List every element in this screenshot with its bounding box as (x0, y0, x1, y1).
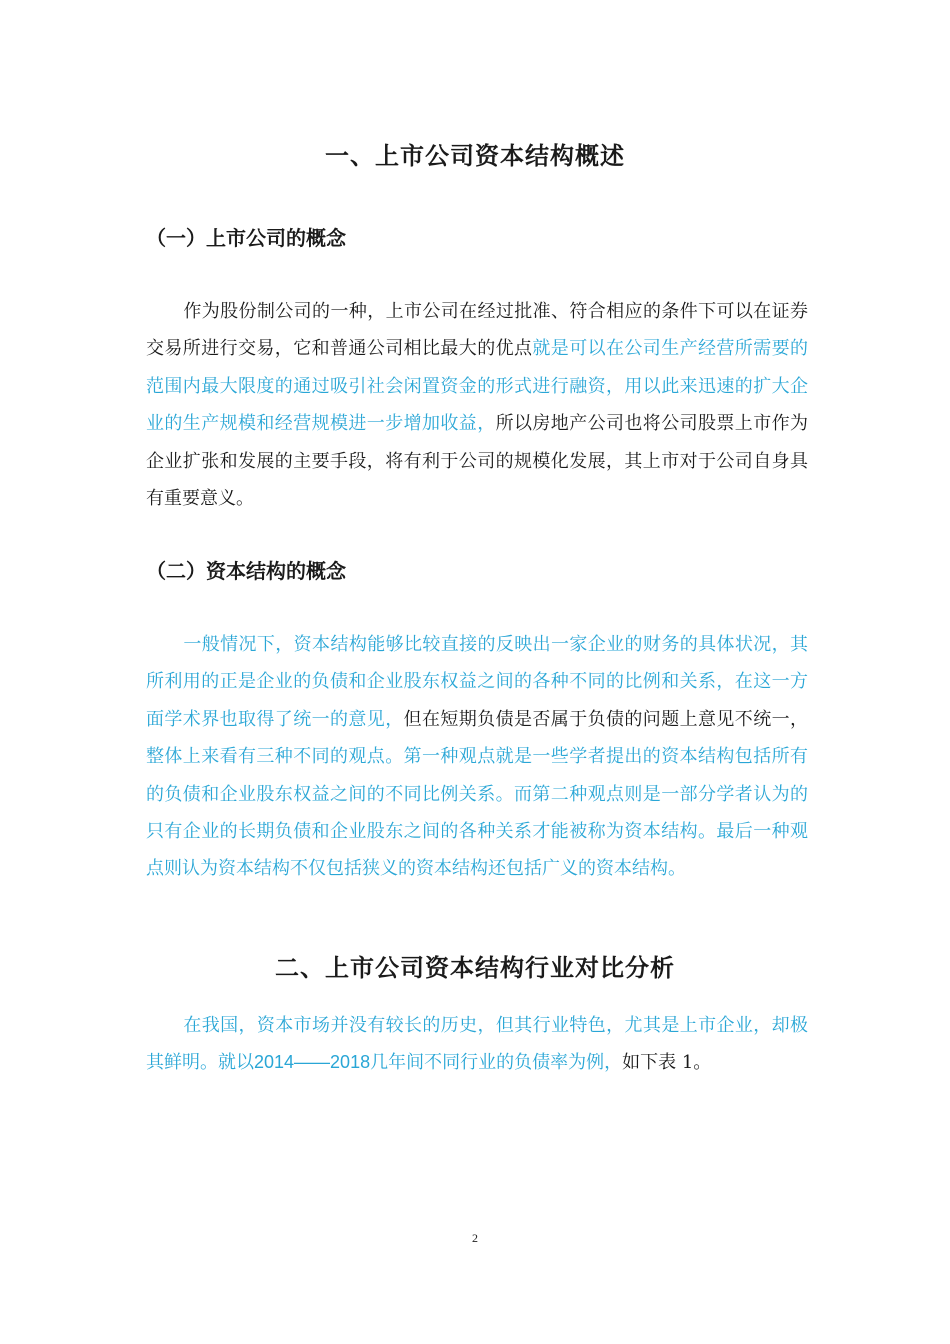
paragraph-text-highlighted: 一般情况下，资本结构能够比较直接的反映出一家企业的财务的具体状况，其所利用的正是企业的负债和企业股东权益之间的各种不同的比例和关系，在这一方面学术界也取得了统一的意见， (146, 634, 808, 730)
subsection1-heading: （一）上市公司的概念 (146, 226, 346, 250)
paragraph-text-highlighted: 在我国，资本市场并没有较长的历史，但其行业特色，尤其是上市企业，却极其鲜明。就以 (146, 1015, 808, 1074)
section2-title: 二、上市公司资本结构行业对比分析 (275, 954, 675, 982)
section1-title: 一、上市公司资本结构概述 (325, 142, 625, 170)
paragraph-text-highlighted: 整体上来看有三种不同的观点。第一种观点就是一些学者提出的资本结构包括所有的负债和企业股东权益之间的不同比例关系。而第二种观点则是一部分学者认为的只有企业的长期负债和企业股东之间的各种关系才能被称为资本结构。最后一种观点则认为资本结构不仅包括狭义的资本结构还包括广义的资本结构。 (146, 746, 808, 880)
paragraph-listed-company-concept (146, 293, 808, 517)
paragraph-years: 2014——2018 (254, 1052, 371, 1073)
paragraph-industry-comparison (146, 1007, 808, 1082)
paragraph-text-plain: 但在短期负债是否属于负债的问题上意见不统一， (403, 708, 809, 730)
paragraph-text-plain: 作为股份制公司的一种，上市公司在经过批准、符合相应的条件下可以在证券交易所进行交易，它和普通公司相比最大的优点 (146, 301, 808, 360)
paragraph-capital-structure-concept (146, 626, 808, 888)
paragraph-text-plain: 如下表 1。 (622, 1052, 712, 1074)
paragraph-text-plain: 所以房地产公司也将公司股票上市作为企业扩张和发展的主要手段，将有利于公司的规模化发展，其上市对于公司自身具有重要意义。 (146, 413, 809, 510)
paragraph-text-highlighted: 就是可以在公司生产经营所需要的范围内最大限度的通过吸引社会闲置资金的形式进行融资，用以此来迅速的扩大企业的生产规模和经营规模进一步增加收益， (146, 338, 809, 435)
paragraph-text-highlighted: 几年间不同行业的负债率为例， (370, 1052, 623, 1074)
page-number: 2 (472, 1231, 478, 1245)
subsection2-heading: （二）资本结构的概念 (146, 559, 346, 583)
